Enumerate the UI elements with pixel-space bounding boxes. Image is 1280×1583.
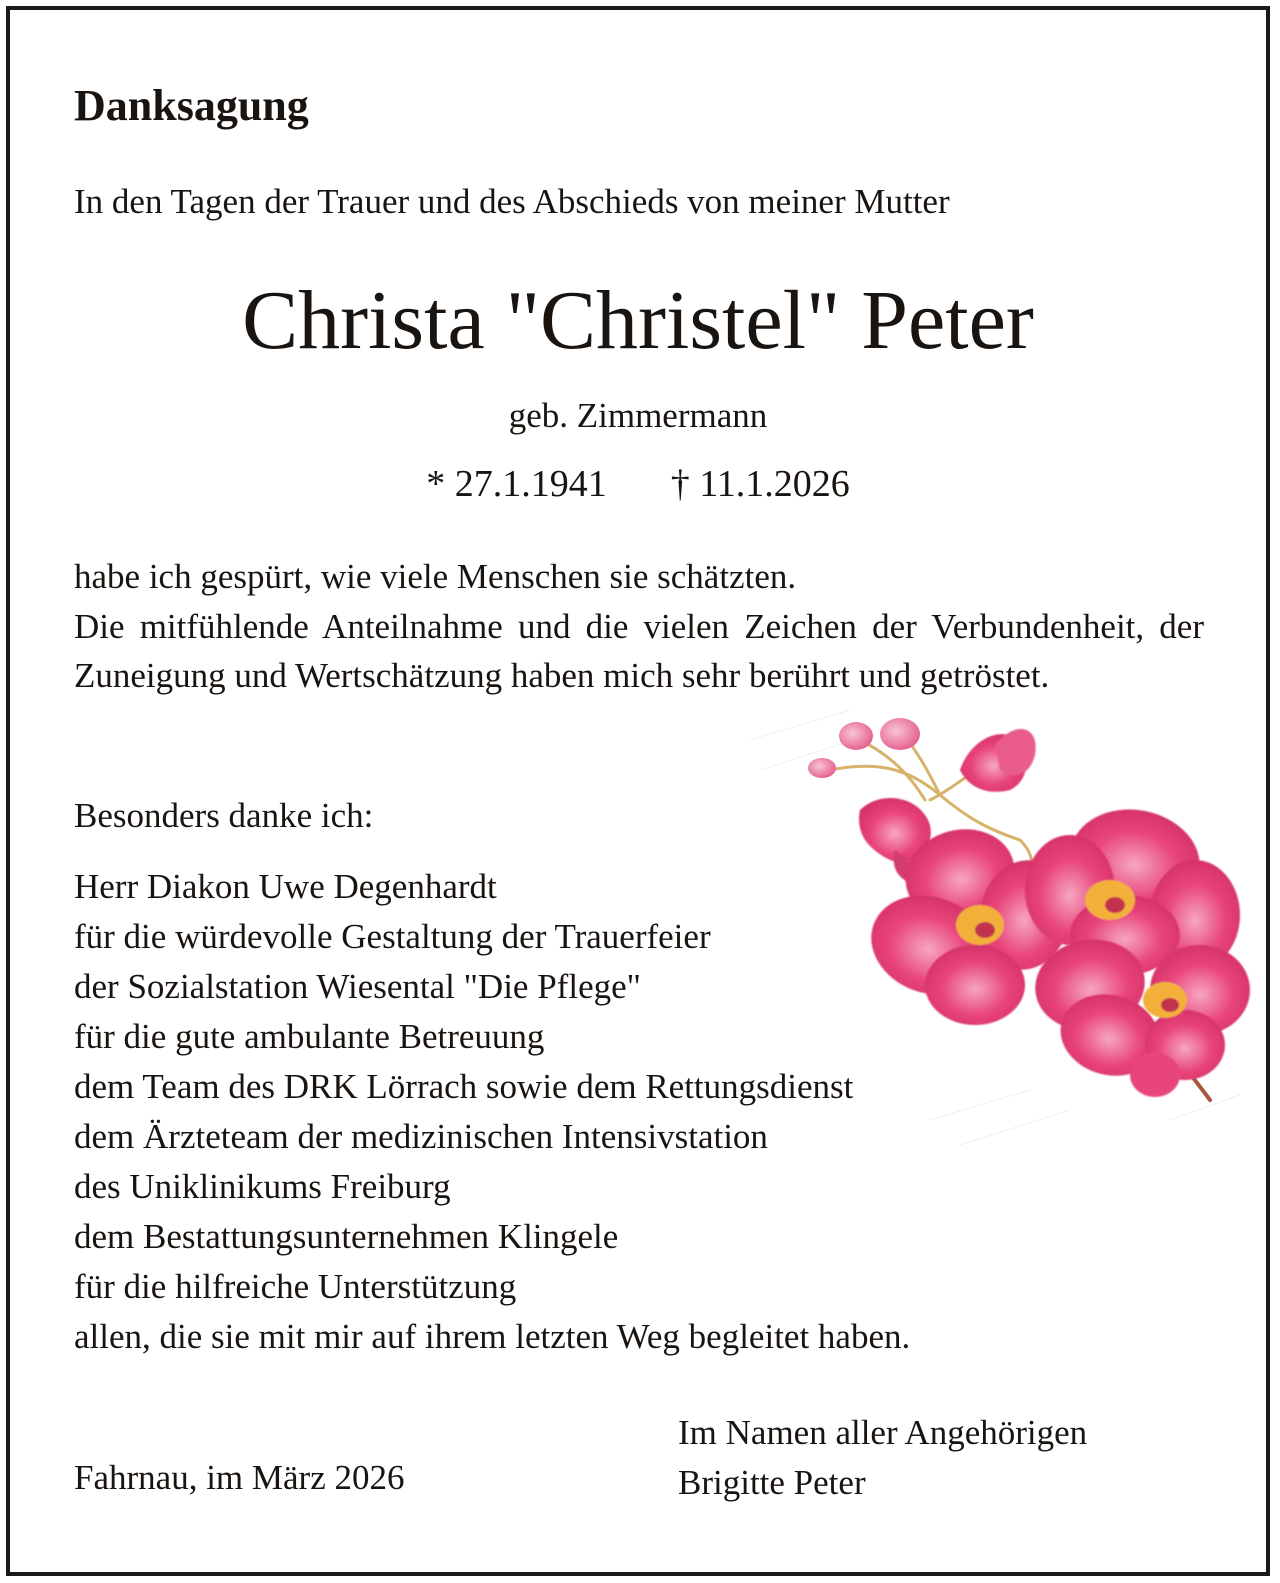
list-item: dem Team des DRK Lörrach sowie dem Rettungsdienst — [74, 1067, 854, 1106]
signature-name: Brigitte Peter — [678, 1463, 866, 1502]
list-item: für die hilfreiche Unterstützung — [74, 1267, 517, 1306]
place-date: Fahrnau, im März 2026 — [74, 1458, 405, 1497]
heading: Danksagung — [74, 81, 309, 130]
birth-date: * 27.1.1941 — [426, 463, 607, 505]
body-paragraph: Die mitfühlende Anteilnahme und die vielen Zeichen der Verbundenheit, der Zuneigung und Wertschätzung haben mich sehr berührt und getröstet. — [74, 606, 1204, 695]
thanks-list — [74, 862, 910, 1362]
list-item: des Uniklinikums Freiburg — [74, 1167, 451, 1206]
obituary-notice — [6, 6, 1270, 1576]
list-item: für die würdevolle Gestaltung der Trauerfeier — [74, 917, 711, 956]
death-date: † 11.1.2026 — [670, 463, 850, 505]
signature — [678, 1408, 1087, 1508]
list-item: der Sozialstation Wiesental "Die Pflege" — [74, 967, 641, 1006]
signature-line-1: Im Namen aller Angehörigen — [678, 1413, 1088, 1452]
deceased-name: Christa "Christel" Peter — [242, 274, 1034, 367]
life-dates — [10, 462, 1266, 506]
intro-text: In den Tagen der Trauer und des Abschieds von meiner Mutter — [74, 182, 950, 221]
list-item: dem Ärzteteam der medizinischen Intensivstation — [74, 1117, 768, 1156]
body-text — [74, 552, 1204, 701]
list-item: allen, die sie mit mir auf ihrem letzten Weg begleitet haben. — [74, 1317, 911, 1356]
list-item: für die gute ambulante Betreuung — [74, 1017, 545, 1056]
body-line-1: habe ich gespürt, wie viele Menschen sie schätzten. — [74, 557, 797, 596]
special-thanks-heading: Besonders danke ich: — [74, 796, 374, 835]
list-item: Herr Diakon Uwe Degenhardt — [74, 867, 497, 906]
list-item: dem Bestattungsunternehmen Klingele — [74, 1217, 619, 1256]
maiden-name: geb. Zimmermann — [508, 396, 768, 435]
